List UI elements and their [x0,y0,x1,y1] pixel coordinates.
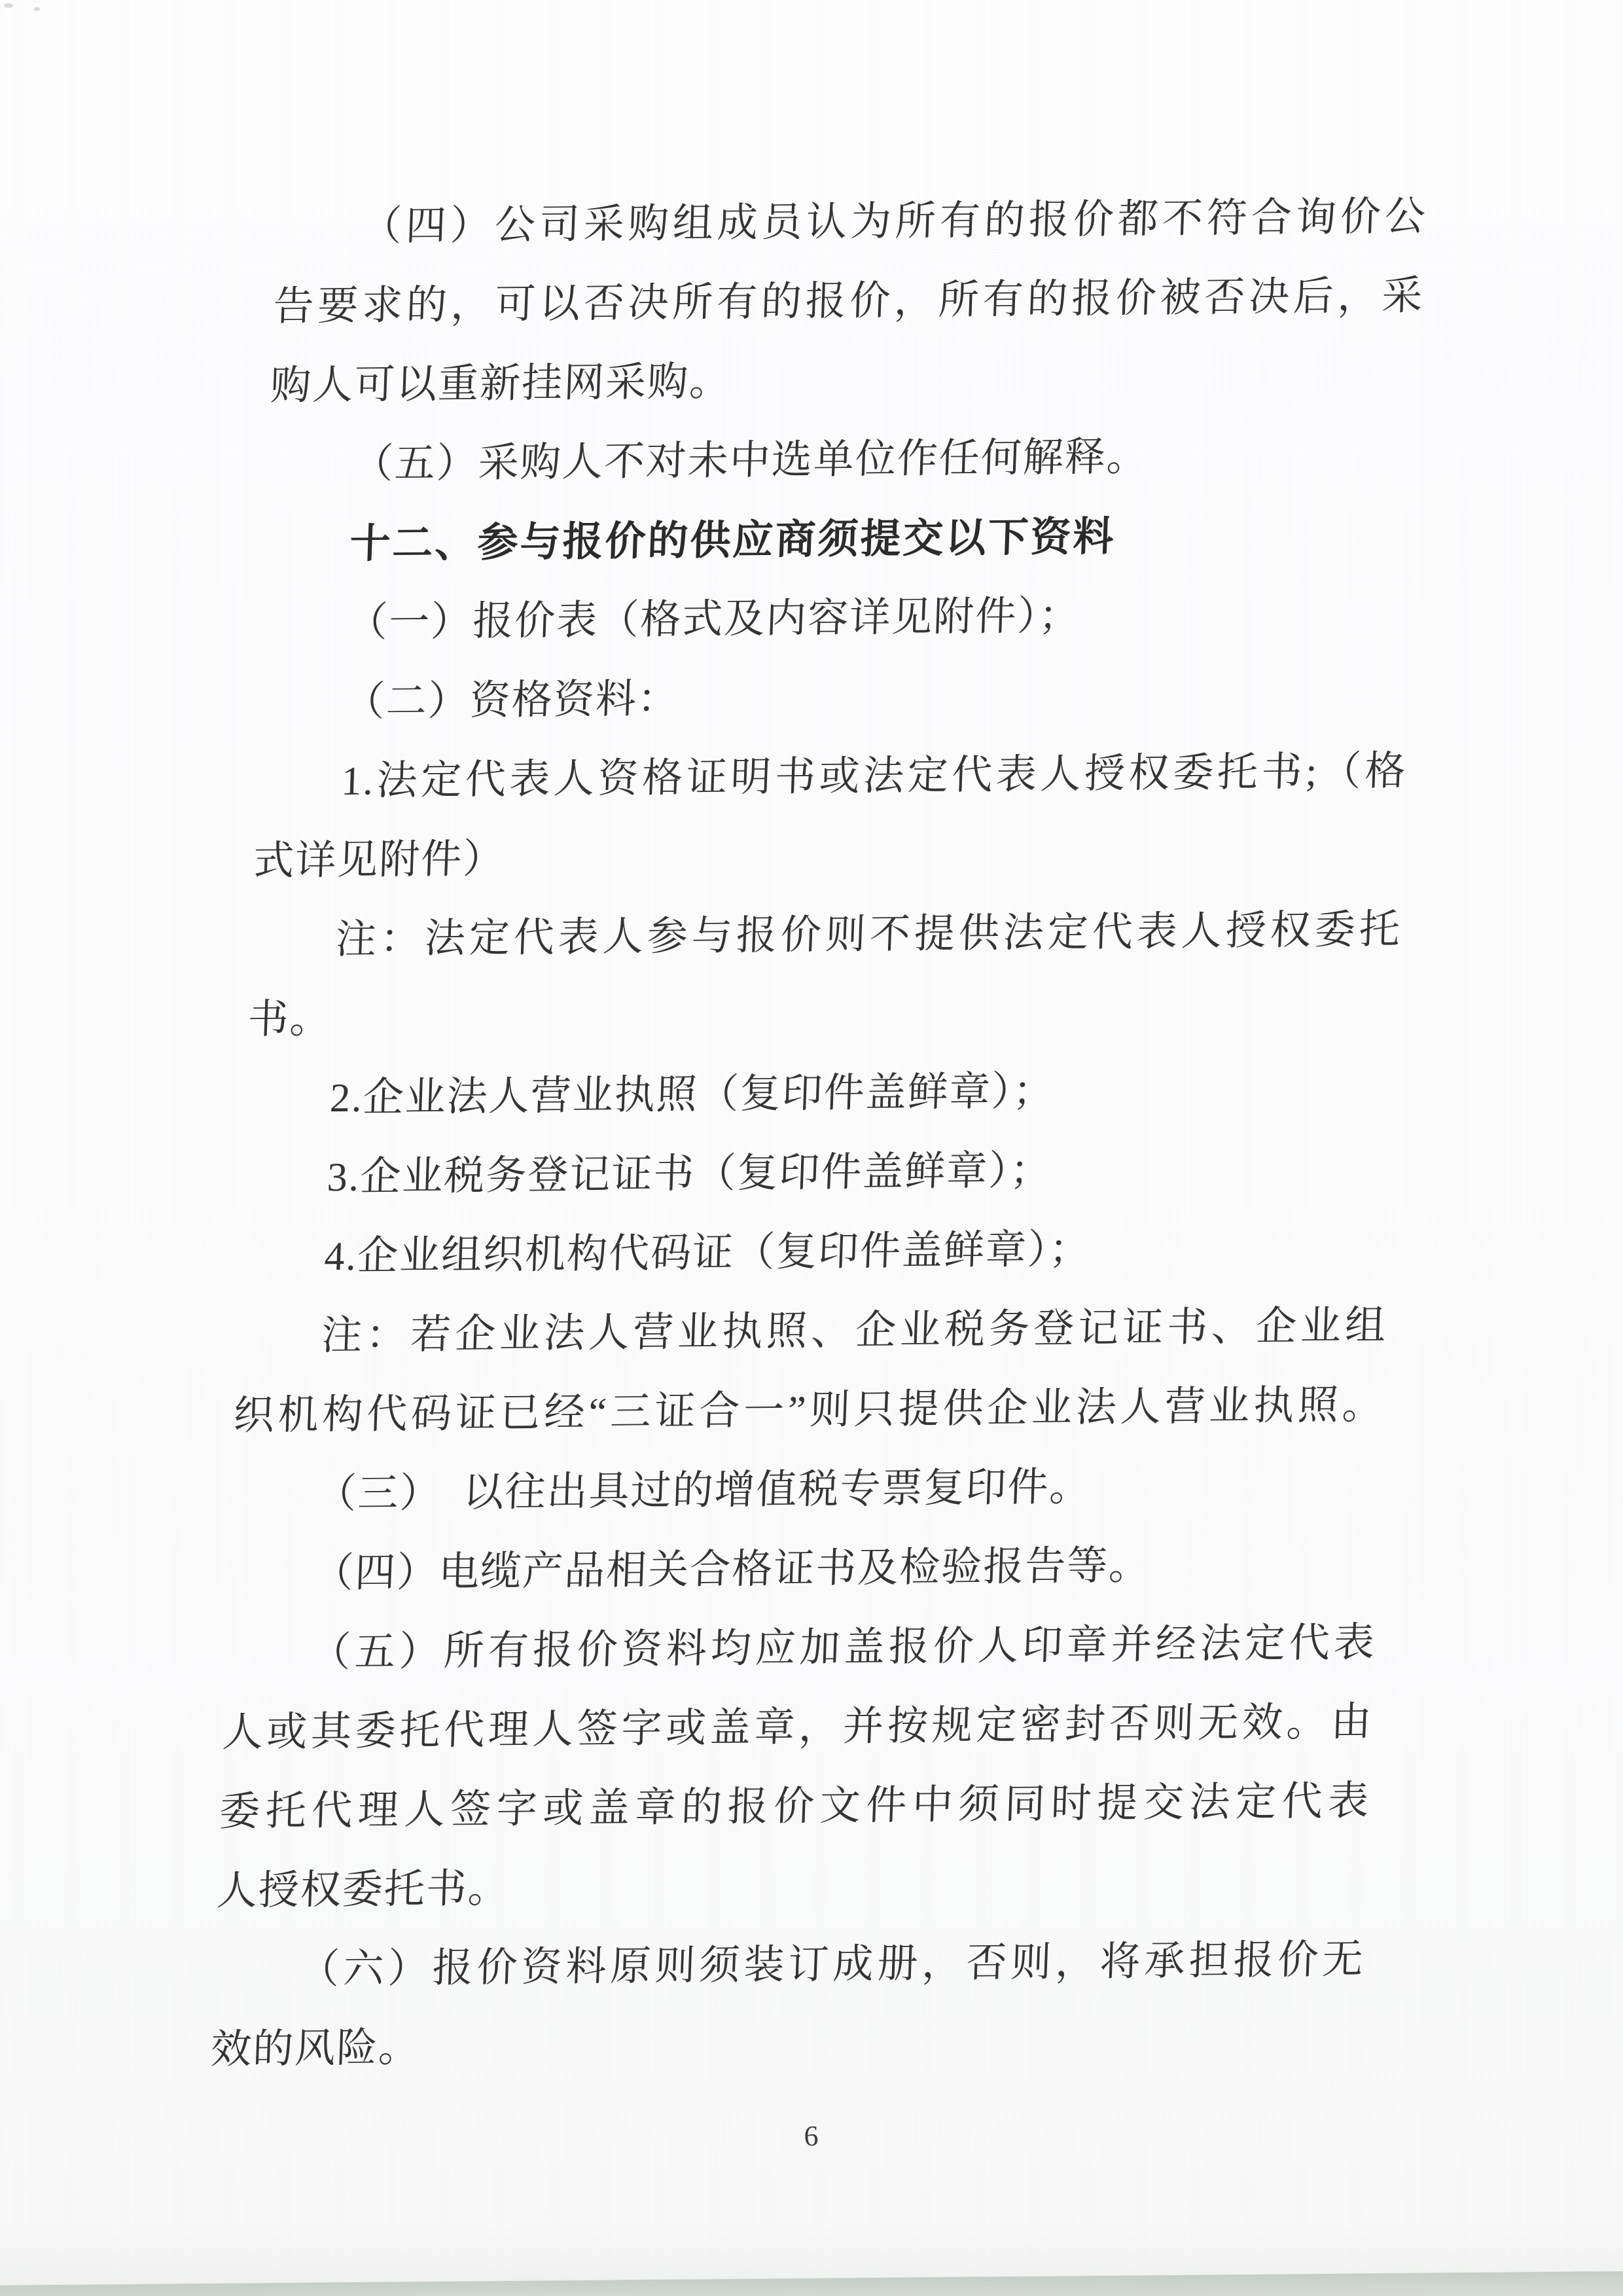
text-line: （四）电缆产品相关合格证书及检验报告等。 [312,1543,1152,1596]
scan-speck [4,3,13,8]
scan-speck [34,7,40,11]
scan-edge-shadow [0,2271,1623,2296]
text-line: 书。 [247,997,332,1043]
text-line: （六）报价资料原则须装订成册，否则，将承担报价无 [298,1937,1365,1992]
text-line: 注：法定代表人参与报价则不提供法定代表人授权委托 [334,907,1402,963]
text-line: 委托代理人签字或盖章的报价文件中须同时提交法定代表 [219,1778,1371,1835]
text-line: （三） 以往出具过的增值税专票复印件。 [315,1465,1092,1517]
text-line: （五）所有报价资料均应加盖报价人印章并经法定代表 [309,1620,1377,1676]
text-line: 人或其委托代理人签字或盖章，并按规定密封否则无效。由 [221,1699,1374,1755]
text-line: 织机构代码证已经“三证合一”则只提供企业法人营业执照。 [232,1382,1385,1439]
text-line: （四）公司采购组成员认为所有的报价都不符合询价公 [360,194,1428,249]
text-line: （一）报价表（格式及内容详见附件）； [346,594,1082,645]
text-line: 2.企业法人营业执照（复印件盖鲜章）； [329,1069,1056,1121]
text-line: 式详见附件） [253,836,506,884]
page-number: 6 [804,2119,819,2153]
text-line: 人授权委托书。 [215,1866,511,1914]
text-line: 告要求的，可以否决所有的报价，所有的报价被否决后，采 [272,274,1425,329]
text-line: 1.法定代表人资格证明书或法定代表人授权委托书;（格 [340,749,1408,804]
document-body [209,177,1428,2090]
text-line: 注：若企业法人营业执照、企业税务登记证书、企业组 [321,1303,1388,1359]
text-line: 购人可以重新挂网采购。 [270,359,732,409]
text-line: （二）资格资料： [343,677,681,725]
section-heading: 十二、参与报价的供应商须提交以下资料 [349,514,1116,567]
text-line: 效的风险。 [210,2025,421,2072]
text-line: 3.企业税务登记证书（复印件盖鲜章）； [326,1148,1053,1200]
text-line: （五）采购人不对未中选单位作任何解释。 [351,435,1150,487]
text-line: 4.企业组织机构代码证（复印件盖鲜章）； [323,1227,1092,1280]
